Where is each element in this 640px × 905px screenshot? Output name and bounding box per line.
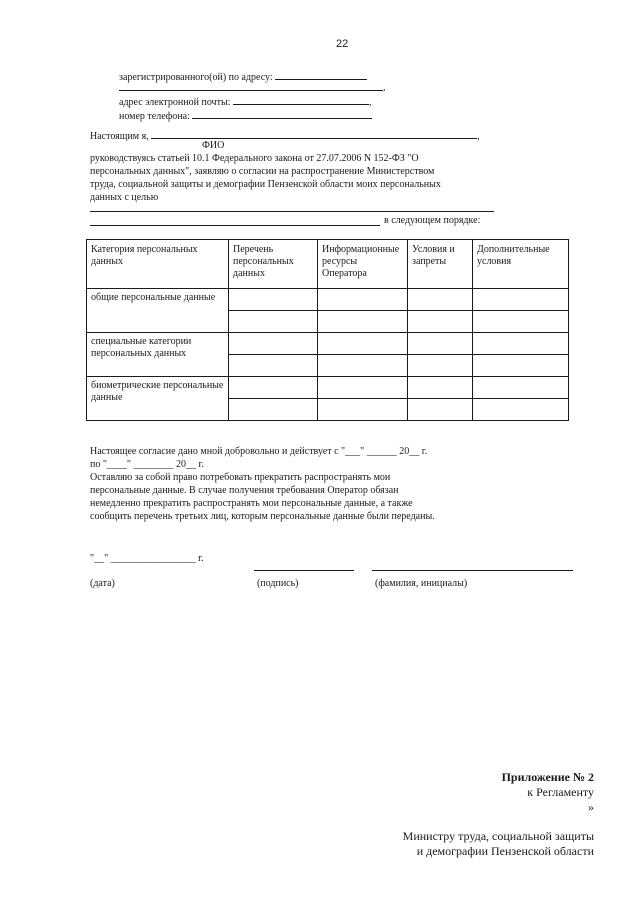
table-cell[interactable] — [408, 311, 473, 333]
table-cell[interactable] — [408, 289, 473, 311]
purpose-line-2[interactable] — [90, 225, 380, 226]
name-line[interactable] — [372, 570, 573, 571]
fio-blank[interactable] — [151, 128, 477, 139]
appendix-title: Приложение № 2 — [501, 770, 594, 784]
address-continuation-line[interactable] — [119, 90, 383, 91]
validity-line-3: Оставляю за собой право потребовать прекратить распространять мои — [90, 472, 391, 483]
consent-line-4: данных с целью — [90, 192, 159, 203]
table-row — [87, 289, 569, 311]
table-cell[interactable] — [229, 399, 318, 421]
table-cell[interactable] — [408, 333, 473, 355]
address-blank[interactable] — [275, 69, 367, 80]
address-field[interactable] — [119, 69, 367, 84]
validity-line-1: Настоящее согласие дано мной добровольно и действует с "___" ______ 20__ г. — [90, 446, 428, 457]
table-cell[interactable] — [318, 377, 408, 399]
addressee-line-2: и демографии Пензенской области — [416, 844, 594, 858]
table-cell[interactable] — [318, 289, 408, 311]
date-blank[interactable]: "__" _________________ г. — [90, 553, 204, 564]
table-cell[interactable] — [473, 399, 569, 421]
table-cell[interactable] — [473, 311, 569, 333]
address-label: зарегистрированного(ой) по адресу: — [119, 72, 273, 83]
table-cell[interactable] — [408, 377, 473, 399]
consent-table — [86, 239, 569, 421]
phone-field[interactable] — [119, 108, 372, 123]
hereby-line[interactable]: Настоящим я, , — [90, 128, 480, 143]
signature-line[interactable] — [254, 570, 354, 571]
validity-line-4: персональные данные. В случае получения требования Оператор обязан — [90, 485, 399, 496]
phone-blank[interactable] — [192, 108, 372, 119]
category-cell: специальные категории персональных данных — [87, 333, 229, 377]
signature-caption: (подпись) — [257, 578, 299, 589]
hereby-label: Настоящим я, — [90, 131, 149, 142]
table-cell[interactable] — [229, 311, 318, 333]
col-header-resources: Информационные ресурсы Оператора — [318, 240, 408, 289]
appendix-quote: » — [588, 800, 594, 814]
table-cell[interactable] — [318, 311, 408, 333]
col-header-additional: Дополнительные условия — [473, 240, 569, 289]
table-cell[interactable] — [473, 333, 569, 355]
page-number: 22 — [336, 38, 349, 50]
email-label: адрес электронной почты: — [119, 97, 231, 108]
consent-line-1: руководствуясь статьей 10.1 Федерального закона от 27.07.2006 N 152-ФЗ "О — [90, 153, 419, 164]
category-cell: общие персональные данные — [87, 289, 229, 333]
table-cell[interactable] — [318, 333, 408, 355]
table-cell[interactable] — [408, 399, 473, 421]
validity-line-2: по "____" ________ 20__ г. — [90, 459, 204, 470]
table-cell[interactable] — [473, 377, 569, 399]
email-field[interactable]: адрес электронной почты: , — [119, 94, 371, 109]
date-caption: (дата) — [90, 578, 115, 589]
col-header-list: Перечень персональных данных — [229, 240, 318, 289]
table-cell[interactable] — [229, 289, 318, 311]
addressee-line-1: Министру труда, социальной защиты — [402, 829, 594, 843]
validity-line-6: сообщить перечень третьих лиц, которым персональные данные были переданы. — [90, 511, 435, 522]
table-cell[interactable] — [229, 333, 318, 355]
appendix-regulation: к Регламенту — [527, 785, 594, 799]
consent-line-3: труда, социальной защиты и демографии Пензенской области моих персональных — [90, 179, 441, 190]
table-cell[interactable] — [473, 289, 569, 311]
address-dot: , — [383, 82, 386, 93]
col-header-category: Категория персональных данных — [87, 240, 229, 289]
table-cell[interactable] — [318, 399, 408, 421]
table-cell[interactable] — [229, 355, 318, 377]
category-cell: биометрические персональные данные — [87, 377, 229, 421]
col-header-conditions: Условия и запреты — [408, 240, 473, 289]
table-row — [87, 333, 569, 355]
phone-label: номер телефона: — [119, 111, 190, 122]
order-label: в следующем порядке: — [384, 215, 481, 226]
table-header-row — [87, 240, 569, 289]
purpose-line-1[interactable] — [90, 211, 494, 212]
name-caption: (фамилия, инициалы) — [375, 578, 468, 589]
table-cell[interactable] — [473, 355, 569, 377]
table-cell[interactable] — [318, 355, 408, 377]
table-cell[interactable] — [408, 355, 473, 377]
table-cell[interactable] — [229, 377, 318, 399]
consent-line-2: персональных данных", заявляю о согласии на распространение Министерством — [90, 166, 435, 177]
email-blank[interactable] — [233, 94, 369, 105]
table-row — [87, 377, 569, 399]
fio-caption: ФИО — [202, 140, 225, 151]
validity-line-5: немедленно прекратить распространять мои персональные данные, а также — [90, 498, 413, 509]
